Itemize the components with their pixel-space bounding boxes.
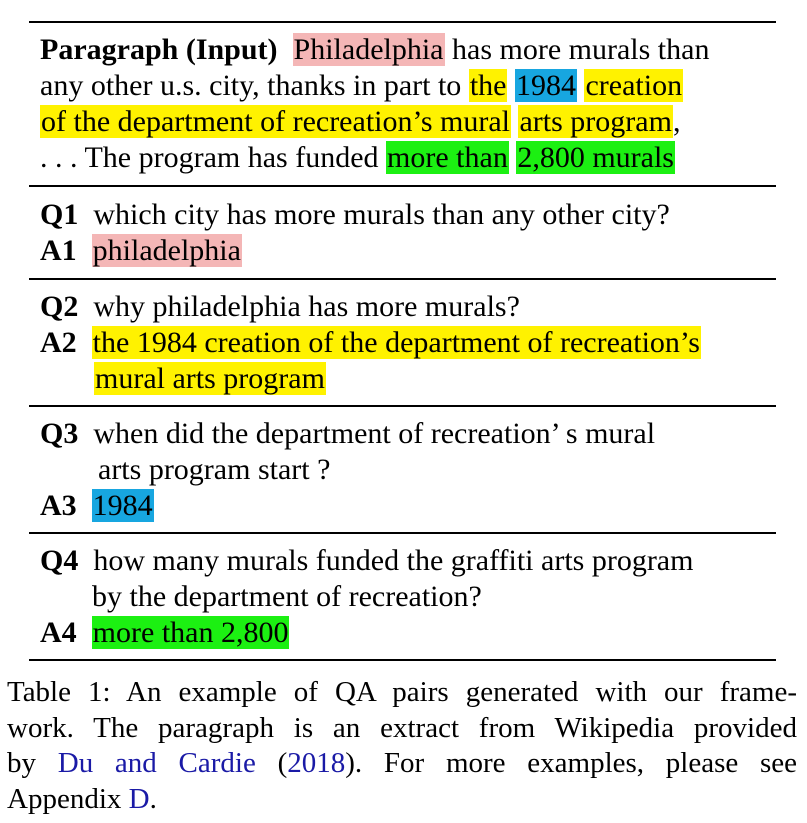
question-label: Q3 [40,417,79,450]
caption-line-4 [7,782,797,818]
question-2 [40,289,520,325]
highlight-1984: 1984 [515,69,576,102]
highlight-philadelphia: Philadelphia [293,33,444,66]
citation-link-authors[interactable]: Du and Cardie [57,747,256,779]
caption-line-3 [7,746,797,782]
caption-line-2 [7,711,797,747]
answer-text: more than 2,800 [92,616,289,649]
caption-text: Appendix [7,782,129,815]
answer-3 [40,488,154,524]
answer-text: 1984 [92,489,153,522]
answer-2-continuation [94,361,326,397]
paragraph-text: , [672,105,681,138]
answer-label: A3 [40,489,77,522]
paragraph-line-2 [40,68,683,104]
highlight-2800-murals: 2,800 murals [517,141,674,174]
question-label: Q4 [40,544,79,577]
paragraph-text: has more murals than [444,33,710,66]
answer-4 [40,615,289,651]
caption-text: ( [255,747,288,779]
answer-text: the 1984 creation of the department of recreation’s [92,326,700,359]
answer-label: A4 [40,616,77,649]
question-label: Q2 [40,290,79,323]
answer-text: philadelphia [92,234,241,267]
table-rule [29,278,776,280]
paragraph-line-4 [40,140,675,176]
table-top-rule [29,21,776,23]
caption-text: An example of QA pairs generated with our frame- [110,676,798,708]
question-3-continuation [98,452,330,488]
question-1 [40,197,670,233]
caption-text: ). For more examples, please see [345,747,798,779]
paragraph-text: any other u.s. city, thanks in part to [40,69,469,102]
caption-line-1 [7,675,797,711]
caption-text: by [7,747,58,779]
question-text: how many murals funded the graffiti arts program [93,544,694,577]
paragraph-label: Paragraph (Input) [40,33,278,66]
answer-label: A1 [40,234,77,267]
question-text: when did the department of recreation’ s mural [93,417,656,450]
paragraph-line-1 [40,32,709,68]
question-4-continuation [92,579,482,615]
caption-text: . [149,782,157,815]
caption-label: Table 1: [7,676,111,708]
highlight-arts-program: arts program [519,105,672,138]
question-text: which city has more murals than any other city? [93,198,670,231]
highlight-more-than: more than [387,141,508,174]
highlight-department-mural: of the department of recreation’s mural [41,105,510,138]
table-bottom-rule [29,659,776,661]
table-rule [29,185,776,187]
paragraph-text: . . . The program has funded [40,141,387,174]
answer-text: mural arts program [95,362,325,395]
answer-label: A2 [40,326,77,359]
table-rule [29,405,776,407]
table-rule [29,532,776,534]
question-3 [40,416,655,452]
question-text: arts program start ? [98,453,331,486]
question-4 [40,543,693,579]
table-caption [7,675,797,817]
caption-text: work. The paragraph is an extract from Wikipedia provided [7,711,797,744]
question-label: Q1 [40,198,79,231]
question-text: why philadelphia has more murals? [93,290,520,323]
highlight-creation: creation [585,69,683,102]
appendix-link[interactable]: D [128,782,150,815]
answer-1 [40,233,242,269]
highlight-the: the [469,69,507,102]
answer-2 [40,325,701,361]
question-text: by the department of recreation? [92,580,482,613]
citation-link-year[interactable]: 2018 [287,747,346,779]
paragraph-line-3 [40,104,680,140]
